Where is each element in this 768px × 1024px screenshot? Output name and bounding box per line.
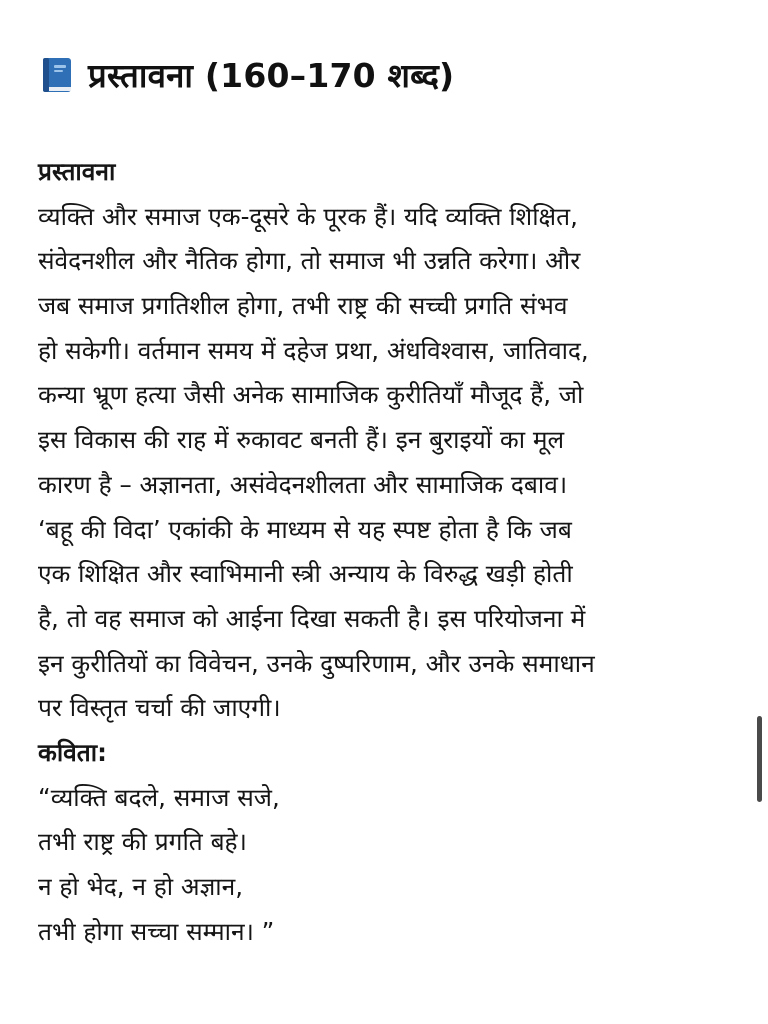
poem-line: “व्यक्ति बदले, समाज सजे,: [38, 782, 280, 812]
paragraph-line: एक शिक्षित और स्वाभिमानी स्त्री अन्याय के विरुद्ध खड़ी होती: [38, 559, 573, 589]
paragraph-line: व्यक्ति और समाज एक-दूसरे के पूरक हैं। यदि व्यक्ति शिक्षित,: [38, 201, 578, 231]
poem-line: न हो भेद, न हो अज्ञान,: [38, 872, 244, 901]
poem-line: तभी होगा सच्चा सम्मान। ”: [38, 916, 275, 946]
poem: [38, 776, 738, 955]
paragraph-line: हो सकेगी। वर्तमान समय में दहेज प्रथा, अंधविश्वास, जातिवाद,: [38, 335, 589, 365]
page-heading: [40, 52, 454, 97]
paragraph-line: कारण है – अज्ञानता, असंवेदनशीलता और सामाजिक दबाव।: [38, 469, 568, 499]
paragraph-line: कन्या भ्रूण हत्या जैसी अनेक सामाजिक कुरीतियाँ मौजूद हैं, जो: [38, 380, 584, 410]
intro-paragraph: [38, 195, 738, 731]
paragraph-line: जब समाज प्रगतिशील होगा, तभी राष्ट्र की सच्ची प्रगति संभव: [38, 291, 568, 321]
page-title: प्रस्तावना (160–170 शब्द): [88, 56, 455, 95]
document-body: [38, 150, 738, 954]
blue-book-icon: [40, 56, 74, 94]
paragraph-line: संवेदनशील और नैतिक होगा, तो समाज भी उन्नति करेगा। और: [38, 246, 581, 276]
paragraph-line: ‘बहू की विदा’ एकांकी के माध्यम से यह स्पष्ट होता है कि जब: [38, 514, 572, 544]
poem-label: कविता:: [38, 737, 107, 767]
paragraph-line: इन कुरीतियों का विवेचन, उनके दुष्परिणाम, और उनके समाधान: [38, 648, 595, 678]
poem-line: तभी राष्ट्र की प्रगति बहे।: [38, 827, 247, 857]
paragraph-line: पर विस्तृत चर्चा की जाएगी।: [38, 693, 281, 723]
section-label: प्रस्तावना: [38, 157, 116, 186]
scrollbar-thumb[interactable]: [757, 716, 762, 802]
paragraph-line: है, तो वह समाज को आईना दिखा सकती है। इस परियोजना में: [38, 603, 586, 633]
paragraph-line: इस विकास की राह में रुकावट बनती हैं। इन बुराइयों का मूल: [38, 425, 565, 455]
